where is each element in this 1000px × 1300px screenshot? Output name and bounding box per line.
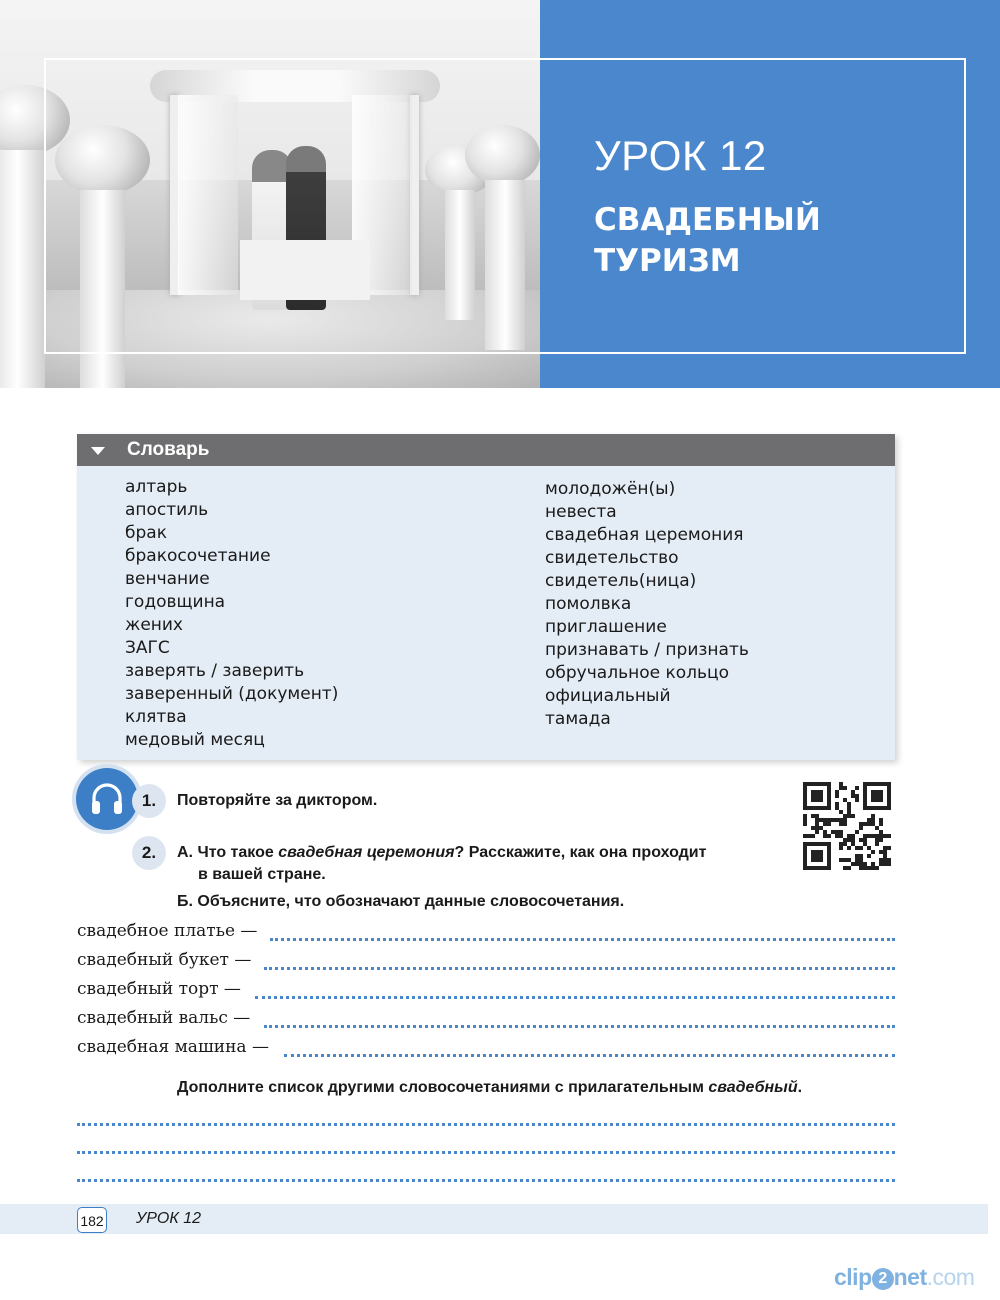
glossary-term: официальный: [545, 686, 671, 706]
glossary-right-column: [545, 478, 749, 731]
glossary-term: приглашение: [545, 617, 667, 637]
glossary-term: заверенный (документ): [125, 684, 339, 704]
headphones-icon[interactable]: [87, 779, 127, 819]
glossary-term: невеста: [545, 502, 617, 522]
glossary-term: венчание: [125, 569, 210, 589]
exercise-task-b: Б. Объясните, что обозначают данные словосочетания.: [177, 893, 625, 910]
glossary-term: медовый месяц: [125, 730, 265, 750]
lesson-number: УРОК 12: [594, 132, 767, 179]
watermark-logo: [834, 1264, 974, 1291]
glossary-term: признавать / признать: [545, 640, 749, 660]
glossary-term: свидетель(ница): [545, 571, 697, 591]
glossary-term: помолвка: [545, 594, 632, 614]
phrase: свадебный вальс —: [77, 1008, 251, 1028]
phrase: свадебная машина —: [77, 1037, 269, 1057]
task-a-prefix: А. Что такое: [177, 844, 279, 861]
phrase: свадебный торт —: [77, 979, 241, 999]
watermark-text: net: [893, 1264, 927, 1290]
glossary-term: бракосочетание: [125, 546, 271, 566]
lesson-title-line: ТУРИЗМ: [594, 243, 741, 279]
header-frame: [44, 58, 966, 354]
glossary-term: свадебная церемония: [545, 525, 744, 545]
qr-code-icon[interactable]: [803, 782, 891, 870]
answer-line[interactable]: [284, 1054, 895, 1057]
audio-button[interactable]: [76, 768, 138, 830]
triangle-down-icon[interactable]: [91, 447, 105, 455]
glossary-term: ЗАГС: [125, 638, 170, 658]
watermark-text: .com: [926, 1264, 975, 1290]
glossary-term: апостиль: [125, 500, 209, 520]
task-a-term: свадебная церемония: [278, 844, 455, 861]
answer-line[interactable]: [77, 1123, 895, 1126]
glossary-term: жених: [125, 615, 183, 635]
glossary-left-column: [125, 476, 338, 752]
exercise-complete-instruction: [177, 1079, 802, 1097]
glossary-header[interactable]: [77, 434, 895, 466]
watermark-text: 2: [872, 1268, 894, 1290]
watermark-text: clip: [834, 1264, 872, 1290]
task-a-suffix: ? Расскажите, как она проходит: [454, 844, 707, 861]
photo-stand: [0, 150, 45, 388]
lesson-title-line: СВАДЕБНЫЙ: [594, 202, 821, 238]
complete-prefix: Дополните список другими словосочетаниями с прилагательным: [177, 1079, 709, 1096]
footer-lesson-label: УРОК 12: [136, 1210, 202, 1227]
glossary-box: [77, 434, 895, 760]
exercise-task-a-line2: в вашей стране.: [198, 866, 326, 883]
exercise-number: 1.: [132, 784, 166, 818]
answer-line[interactable]: [255, 996, 895, 999]
glossary-term: годовщина: [125, 592, 226, 612]
glossary-term: молодожён(ы): [545, 479, 676, 499]
answer-line[interactable]: [264, 967, 895, 970]
glossary-term: клятва: [125, 707, 187, 727]
answer-line[interactable]: [270, 938, 895, 941]
glossary-term: тамада: [545, 709, 611, 729]
exercise-task-a: [177, 844, 706, 862]
answer-line[interactable]: [264, 1025, 895, 1028]
glossary-term: заверять / заверить: [125, 661, 305, 681]
glossary-term: брак: [125, 523, 167, 543]
page-number: 182: [77, 1207, 107, 1233]
lesson-title: [594, 200, 821, 282]
exercise-instruction: Повторяйте за диктором.: [177, 792, 378, 809]
exercise-number: 2.: [132, 836, 166, 870]
complete-term: свадебный: [708, 1079, 798, 1096]
answer-line[interactable]: [77, 1151, 895, 1154]
glossary-term: свидетельство: [545, 548, 679, 568]
glossary-term: алтарь: [125, 477, 188, 497]
phrase: свадебное платье —: [77, 921, 258, 941]
complete-suffix: .: [797, 1079, 803, 1096]
glossary-term: обручальное кольцо: [545, 663, 729, 683]
glossary-title: Словарь: [127, 439, 210, 460]
phrase: свадебный букет —: [77, 950, 252, 970]
answer-line[interactable]: [77, 1179, 895, 1182]
